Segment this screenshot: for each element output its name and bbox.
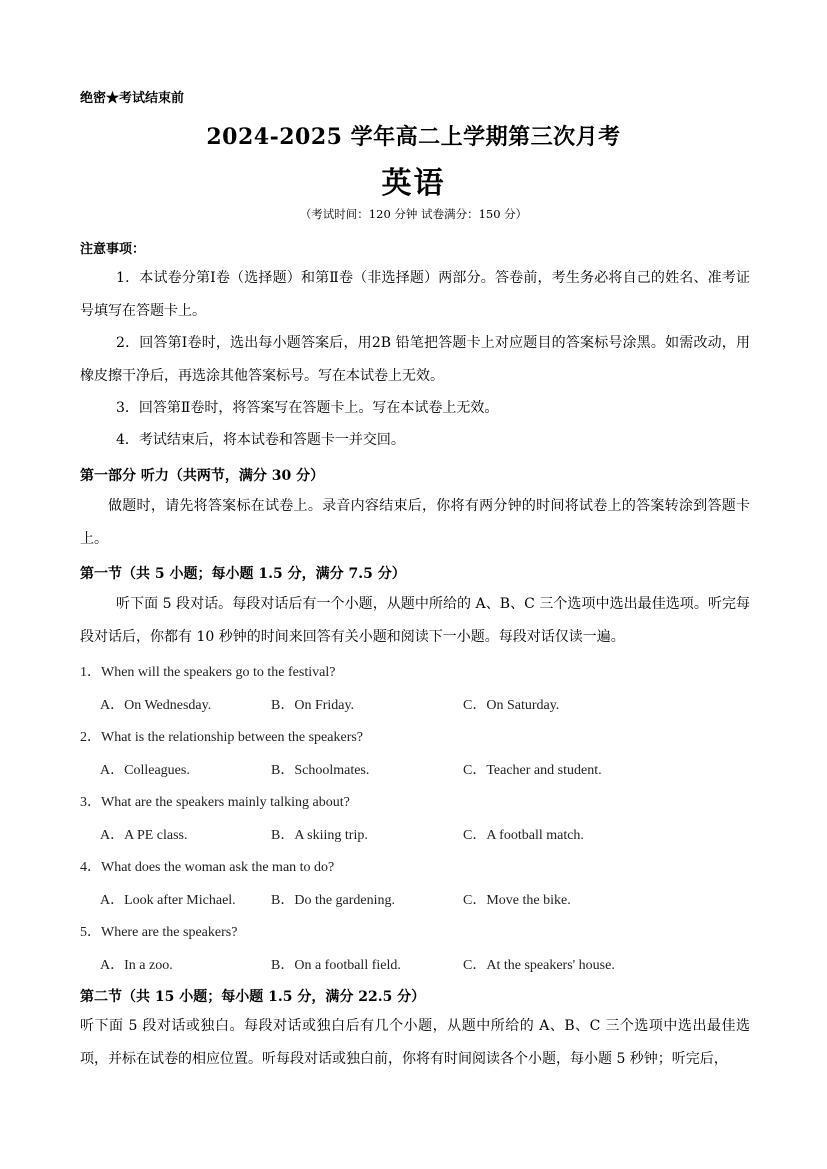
question-2-option-a: A．Colleagues. xyxy=(100,763,190,778)
part1-title: 第一部分 听力（共两节，满分 30 分） xyxy=(80,468,325,484)
note-item-3: 3．回答第Ⅱ卷时，将答案写在答题卡上。写在本试卷上无效。 xyxy=(116,400,499,416)
question-1-stem: 1．When will the speakers go to the festival? xyxy=(80,665,336,680)
question-4-option-b: B．Do the gardening. xyxy=(271,893,396,908)
question-4-option-a: A．Look after Michael. xyxy=(100,893,236,908)
note-item-1: 1．本试卷分第Ⅰ卷（选择题）和第Ⅱ卷（非选择题）两部分。答卷前，考生务必将自己的姓名、准考证号填写在答题卡上。 xyxy=(80,270,750,319)
section1-instruction: 听下面 5 段对话。每段对话后有一个小题，从题中所给的 A、B、C 三个选项中选出最佳选项。听完每段对话后，你都有 10 秒钟的时间来回答有关小题和阅读下一小题。每段对话仅读一遍。 xyxy=(80,596,750,645)
note-item-2: 2．回答第Ⅰ卷时，选出每小题答案后，用2B 铅笔把答题卡上对应题目的答案标号涂黑。如需改动，用橡皮擦干净后，再选涂其他答案标号。写在本试卷上无效。 xyxy=(80,335,750,384)
question-5-option-a: A．In a zoo. xyxy=(100,958,173,973)
secret-mark: 绝密★考试结束前 xyxy=(80,91,185,106)
question-1-option-b: B．On Friday. xyxy=(271,698,355,713)
question-2-option-c: C．Teacher and student. xyxy=(463,763,602,778)
exam-title: 2024-2025 学年高二上学期第三次月考 xyxy=(206,124,621,150)
notes-title: 注意事项： xyxy=(80,242,146,257)
question-5-option-c: C．At the speakers' house. xyxy=(463,958,615,973)
section2-title: 第二节（共 15 小题；每小题 1.5 分，满分 22.5 分） xyxy=(80,989,426,1005)
section1-title: 第一节（共 5 小题；每小题 1.5 分，满分 7.5 分） xyxy=(80,566,406,582)
exam-info: （考试时间：120 分钟 试卷满分：150 分） xyxy=(299,207,528,221)
question-5-option-b: B．On a football field. xyxy=(271,958,401,973)
part1-instruction: 做题时，请先将答案标在试卷上。录音内容结束后，你将有两分钟的时间将试卷上的答案转涂到答题卡上。 xyxy=(80,498,750,547)
question-4-option-c: C．Move the bike. xyxy=(463,893,571,908)
question-3-option-a: A．A PE class. xyxy=(100,828,188,843)
question-2-stem: 2．What is the relationship between the speakers? xyxy=(80,730,364,745)
question-1-option-c: C．On Saturday. xyxy=(463,698,560,713)
note-item-4: 4．考试结束后，将本试卷和答题卡一并交回。 xyxy=(116,432,405,448)
section2-instruction: 听下面 5 段对话或独白。每段对话或独白后有几个小题，从题中所给的 A、B、C 三个选项中选出最佳选项，并标在试卷的相应位置。听每段对话或独白前，你将有时间阅读各个小题，每小题 5 秒钟；听完后， xyxy=(80,1018,750,1067)
question-2-option-b: B．Schoolmates. xyxy=(271,763,370,778)
question-5-stem: 5．Where are the speakers? xyxy=(80,925,238,940)
question-4-stem: 4．What does the woman ask the man to do? xyxy=(80,860,335,875)
subject-title: 英语 xyxy=(381,166,446,201)
question-1-option-a: A．On Wednesday. xyxy=(100,698,212,713)
question-3-stem: 3．What are the speakers mainly talking about? xyxy=(80,795,350,810)
question-3-option-b: B．A skiing trip. xyxy=(271,828,368,843)
question-3-option-c: C．A football match. xyxy=(463,828,584,843)
